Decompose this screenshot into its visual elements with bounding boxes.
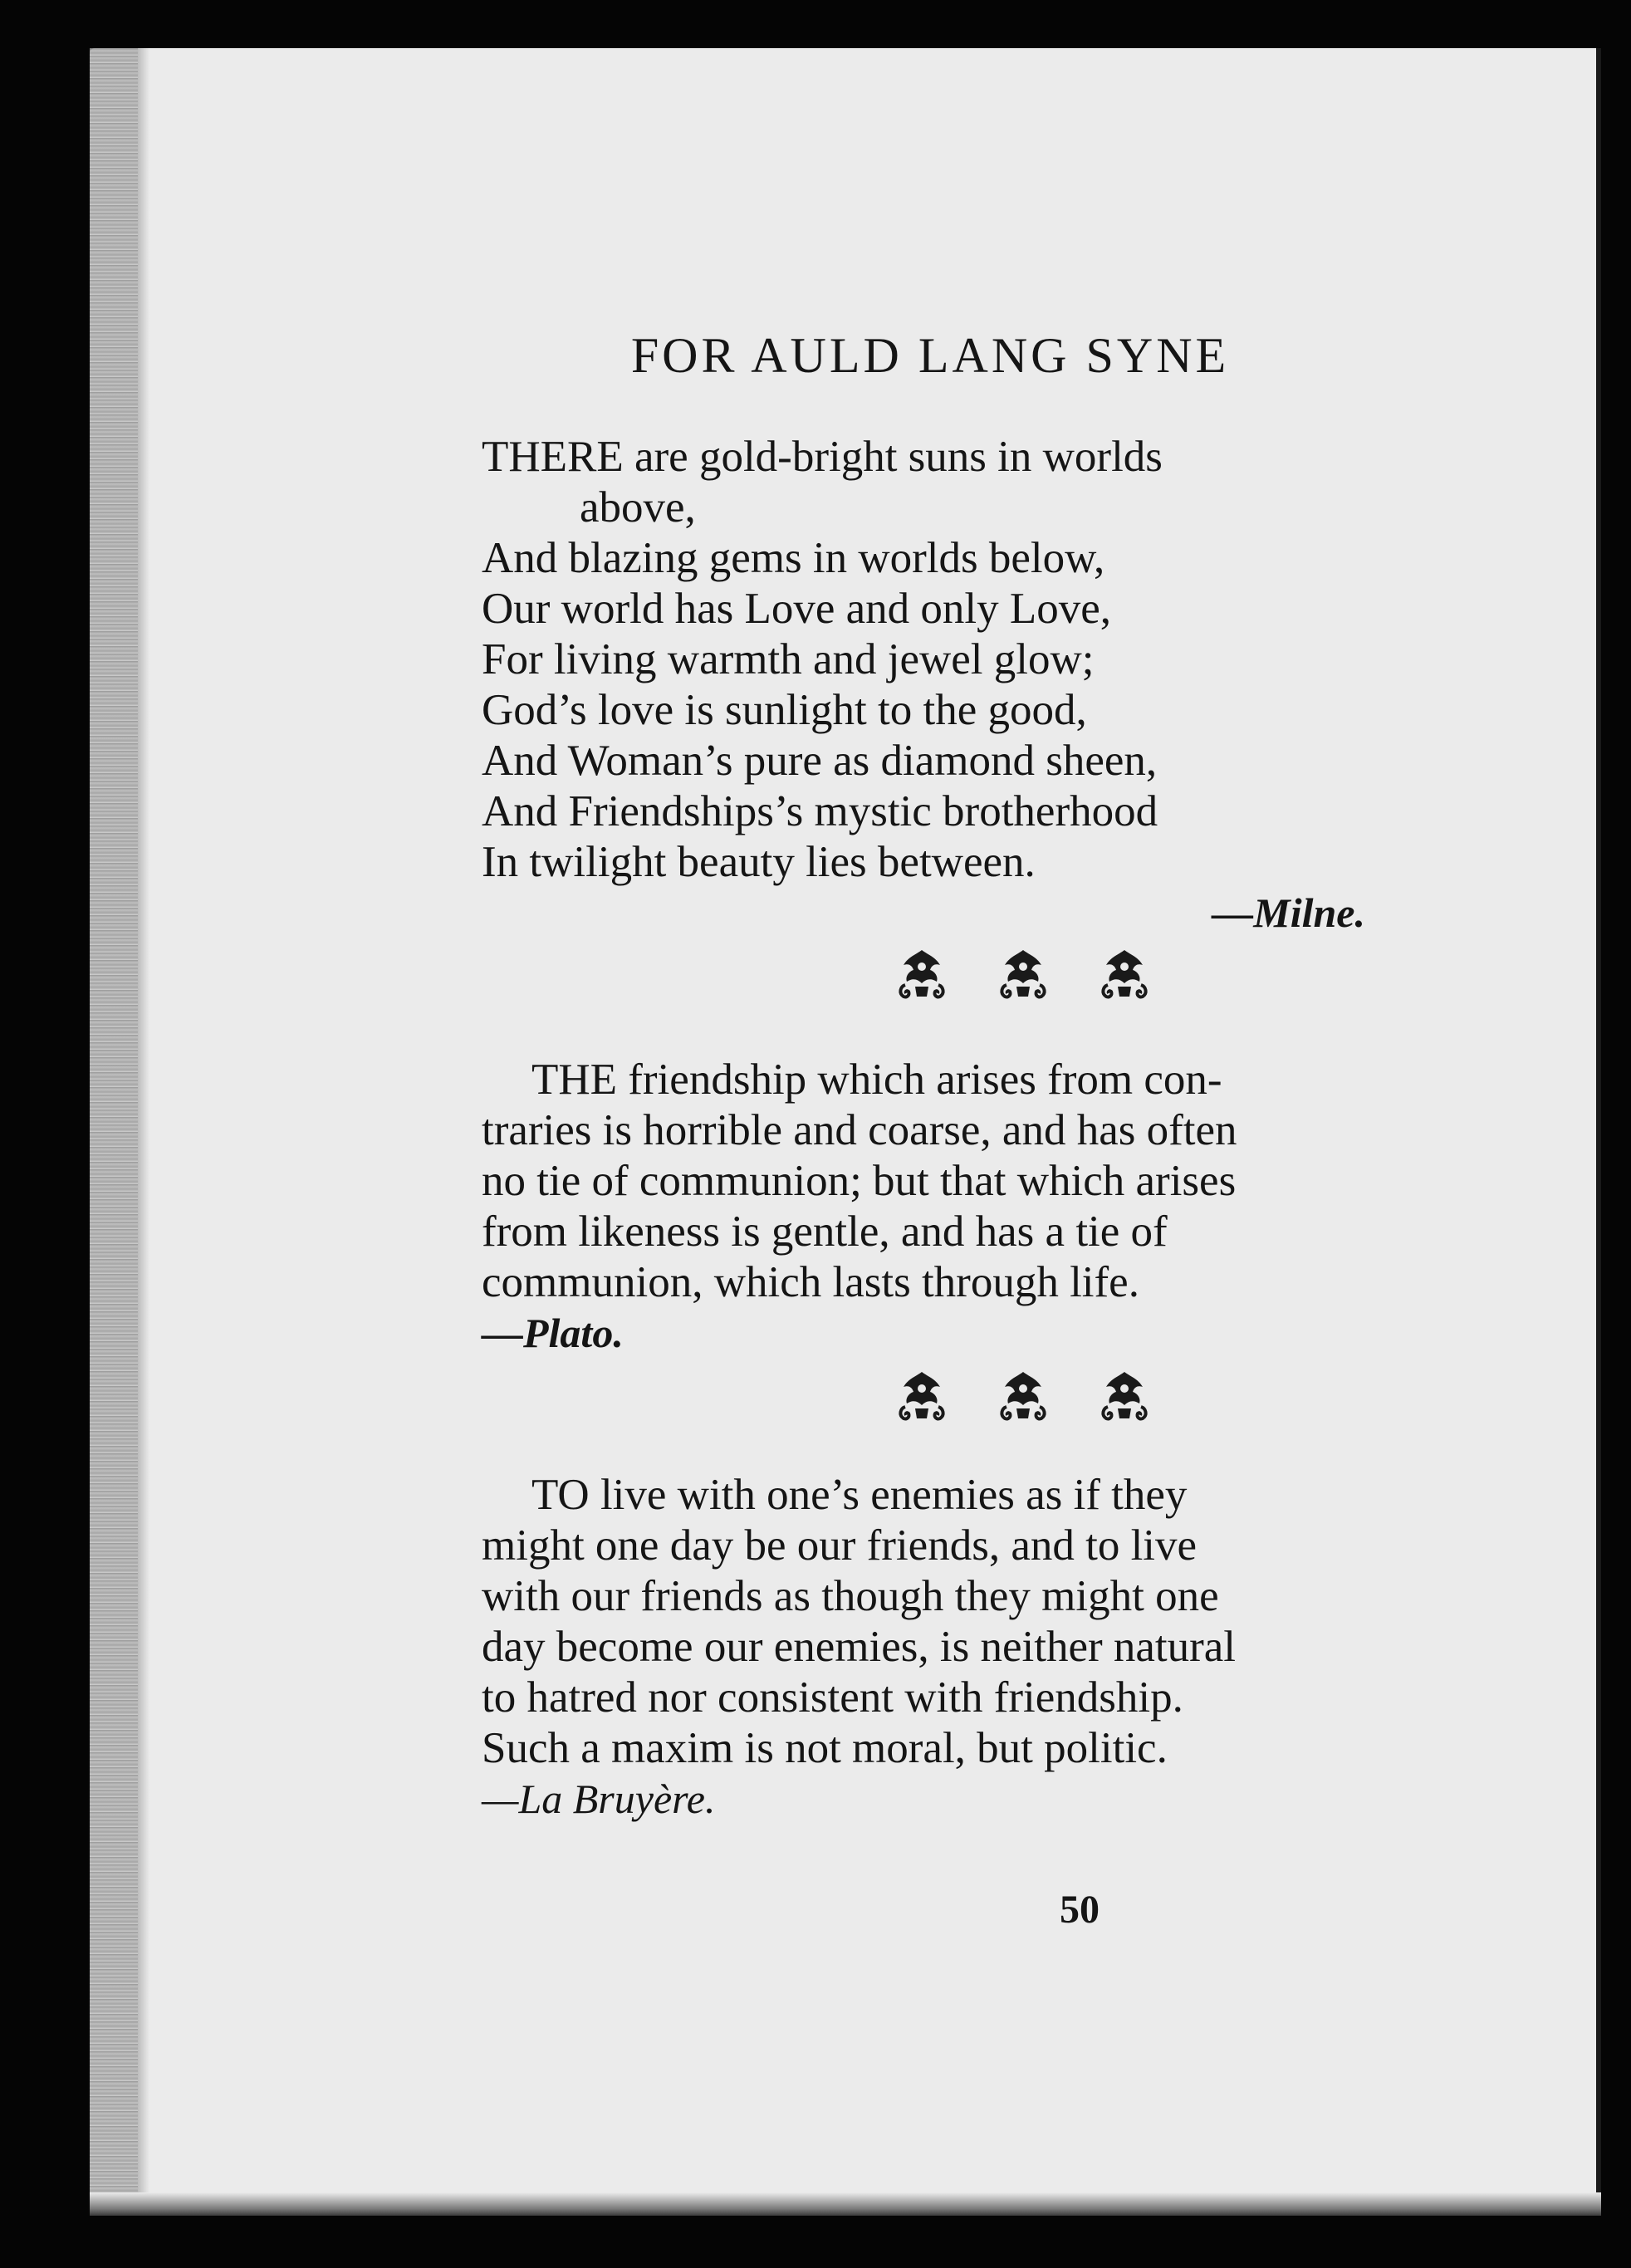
prose-line: with our friends as though they might one [482,1572,1219,1620]
page-bottom-edge [90,2192,1601,2216]
prose-line: no tie of communion; but that which arises [482,1157,1237,1205]
poem-line: In twilight beauty lies between. [482,838,1036,886]
fleuron-icon [1100,1369,1149,1423]
attribution-la-bruyere: —La Bruyère. [482,1776,716,1822]
prose-line: Such a maxim is not moral, but politic. [482,1724,1168,1772]
binding-gutter [90,48,138,2216]
page-right-edge [1596,48,1601,2216]
poem-line: above, [580,483,696,531]
poem-line: THERE are gold-bright suns in worlds [482,433,1163,481]
prose-line: THE friendship which arises from con- [531,1056,1222,1104]
poem-line: Our world has Love and only Love, [482,585,1112,633]
gutter-shadow [138,48,149,2216]
fleuron-icon [998,1369,1048,1423]
attribution-milne: —Milne. [1212,889,1365,936]
prose-line: from likeness is gentle, and has a tie of [482,1207,1168,1256]
poem-line: God’s love is sunlight to the good, [482,686,1087,734]
fleuron-icon [1100,947,1149,1002]
prose-line: traries is horrible and coarse, and has often [482,1106,1237,1154]
book-page [90,48,1601,2216]
poem-line: And Friendships’s mystic brotherhood [482,787,1158,835]
ornament-divider-1 [897,947,1196,1005]
poem-milne [482,432,1462,938]
passage-la-bruyere [482,1470,1420,1825]
poem-line: And Woman’s pure as diamond sheen, [482,737,1158,785]
passage-plato [482,1055,1420,1359]
prose-line: to hatred nor consistent with friendship. [482,1673,1183,1722]
fleuron-icon [897,947,947,1002]
poem-line: And blazing gems in worlds below, [482,534,1105,582]
prose-line: might one day be our friends, and to live [482,1521,1198,1570]
poem-line: For living warmth and jewel glow; [482,635,1095,683]
fleuron-icon [897,1369,947,1423]
running-head: FOR AULD LANG SYNE [630,328,1230,383]
prose-line: TO live with one’s enemies as if they [531,1471,1188,1519]
prose-line: communion, which lasts through life. [482,1258,1139,1306]
prose-line: day become our enemies, is neither natural [482,1623,1237,1671]
fleuron-icon [998,947,1048,1002]
page-number: 50 [1060,1888,1100,1932]
ornament-divider-2 [897,1369,1196,1427]
attribution-plato: —Plato. [482,1310,624,1356]
